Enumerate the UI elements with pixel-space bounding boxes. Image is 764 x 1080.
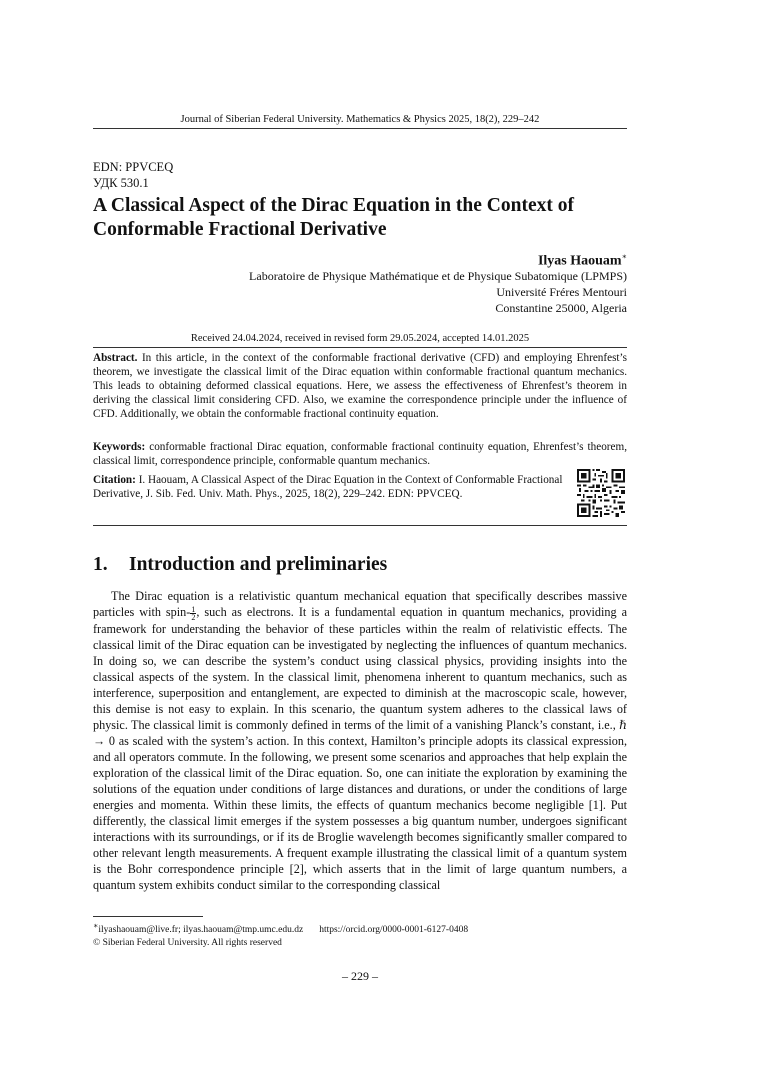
section-heading: [93, 554, 387, 576]
section-number: 1.: [93, 554, 108, 575]
copyright-text: Siberian Federal University. All rights reserved: [102, 937, 282, 948]
body-paragraph: [93, 588, 627, 893]
footnote-contact: [93, 920, 627, 937]
affiliation-line: Université Fréres Mentouri: [496, 285, 627, 299]
footnote-mark: ∗: [93, 921, 99, 930]
affiliation-line: Constantine 25000, Algeria: [495, 301, 627, 315]
author-affiliation: [249, 268, 627, 316]
footnote-rule: [93, 916, 203, 917]
header-rule: [93, 128, 627, 129]
keywords-text: conformable fractional Dirac equation, conformable fractional continuity equation, Ehrenfest’s theorem, classical limit, correspondence principle, conformable quantum mechanics.: [93, 441, 628, 468]
udk-label: УДК 530.1: [93, 176, 149, 190]
footnote: [93, 920, 627, 949]
citation-label: Citation:: [93, 474, 136, 486]
paper-title: A Classical Aspect of the Dirac Equation in the Context of Conformable Fractional Derivative: [93, 195, 574, 240]
fraction-denominator: 2: [191, 612, 196, 622]
abstract-bottom-rule: [93, 525, 627, 526]
abstract-top-rule: [93, 347, 627, 348]
abstract-label: Abstract.: [93, 352, 138, 364]
journal-header: Journal of Siberian Federal University. Mathematics & Physics 2025, 18(2), 229–242: [180, 114, 540, 125]
fraction-numerator: 1: [191, 604, 196, 614]
author-name-text: Ilyas Haouam: [537, 253, 622, 269]
section-title: Introduction and preliminaries: [129, 554, 388, 575]
abstract: [93, 351, 627, 421]
author-name: [538, 252, 627, 270]
keywords-label: Keywords:: [93, 441, 146, 453]
edn-label: EDN: PPVCEQ: [93, 160, 174, 174]
keywords: [93, 440, 627, 468]
received-dates: Received 24.04.2024, received in revised form 29.05.2024, accepted 14.01.2025: [190, 333, 530, 344]
footnote-emails: ilyashaouam@live.fr; ilyas.haouam@tmp.umc.edu.dz: [98, 925, 304, 936]
abstract-text: In this article, in the context of the conformable fractional derivative (CFD) and employing Ehrenfest’s theorem, we investigate the classical limit of the Dirac equation within conformable fractional quantum mechanics. This leads to obtaining deformed classical equations. Here, we assess the effectiveness of Ehrenfest’s theorem in deriving the classical limit considering CFD. Also, we examine the correspondence principle under the influence of CFD. Additionally, we obtain the conformable fractional continuity equation.: [93, 352, 628, 421]
affiliation-line: Laboratoire de Physique Mathématique et de Physique Subatomique (LPMPS): [249, 269, 627, 283]
copyright-symbol: ©: [93, 937, 101, 948]
citation: [93, 473, 563, 501]
author-footnote-mark: ∗: [621, 252, 627, 261]
footnote-orcid: https://orcid.org/0000-0001-6127-0408: [319, 925, 469, 936]
footnote-copyright: [93, 937, 627, 950]
page-number: – 229 –: [342, 969, 378, 983]
body-text-part: , such as electrons. It is a fundamental equation in quantum mechanics, providing a framework for understanding the behavior of these particles within the realm of relativistic effects. The classical limit of the Dirac equation can be investigated by neglecting the influences of quantum mechanics. In doing so, we can describe the system’s conduct using classical physics, providing insights into the classical aspects of the system. In the classical limit, phenomena inherent to quantum mechanics, such as interference, superposition and entanglement, are expected to diminish at the macroscopic scale, however, this demise is not easy to explain. In this scenario, the quantum system adheres to the classical laws of physic. The classical limit is commonly defined in terms of the limit of a vanishing Planck’s constant, i.e., ℏ → 0 as scaled with the system’s action. In this context, Hamilton’s principle adopts its classical expression, and all operators commute. In the following, we present some scenarios and approaches that help explain the exploration of the classical limit of the Dirac equation. So, one can initiate the exploration by examining the solutions of the equation under conditions of large distances and durations, or under the conditions of large energies and momenta. Within these limits, the effects of quantum mechanics become negligible [1]. Put differently, the classical limit emerges if the system possesses a big quantum number, undergoes significant interactions with its surroundings, or if its de Broglie wavelength becomes significantly smaller compared to other relevant length measurements. A frequent example illustrating the classical limit of a quantum system is the Bohr correspondence principle [2], which asserts that in the limit of large quantum numbers, a quantum system exhibits conduct similar to the corresponding classical: [93, 605, 628, 892]
citation-text: I. Haouam, A Classical Aspect of the Dirac Equation in the Context of Conformable Fractional Derivative, J. Sib. Fed. Univ. Math. Phys., 2025, 18(2), 229–242. EDN: PPVCEQ.: [93, 474, 563, 501]
qr-code-icon: [577, 469, 625, 517]
body-text-part: The Dirac equation is a relativistic quantum mechanical equation that specifically describes massive particles with spin-: [93, 589, 627, 619]
